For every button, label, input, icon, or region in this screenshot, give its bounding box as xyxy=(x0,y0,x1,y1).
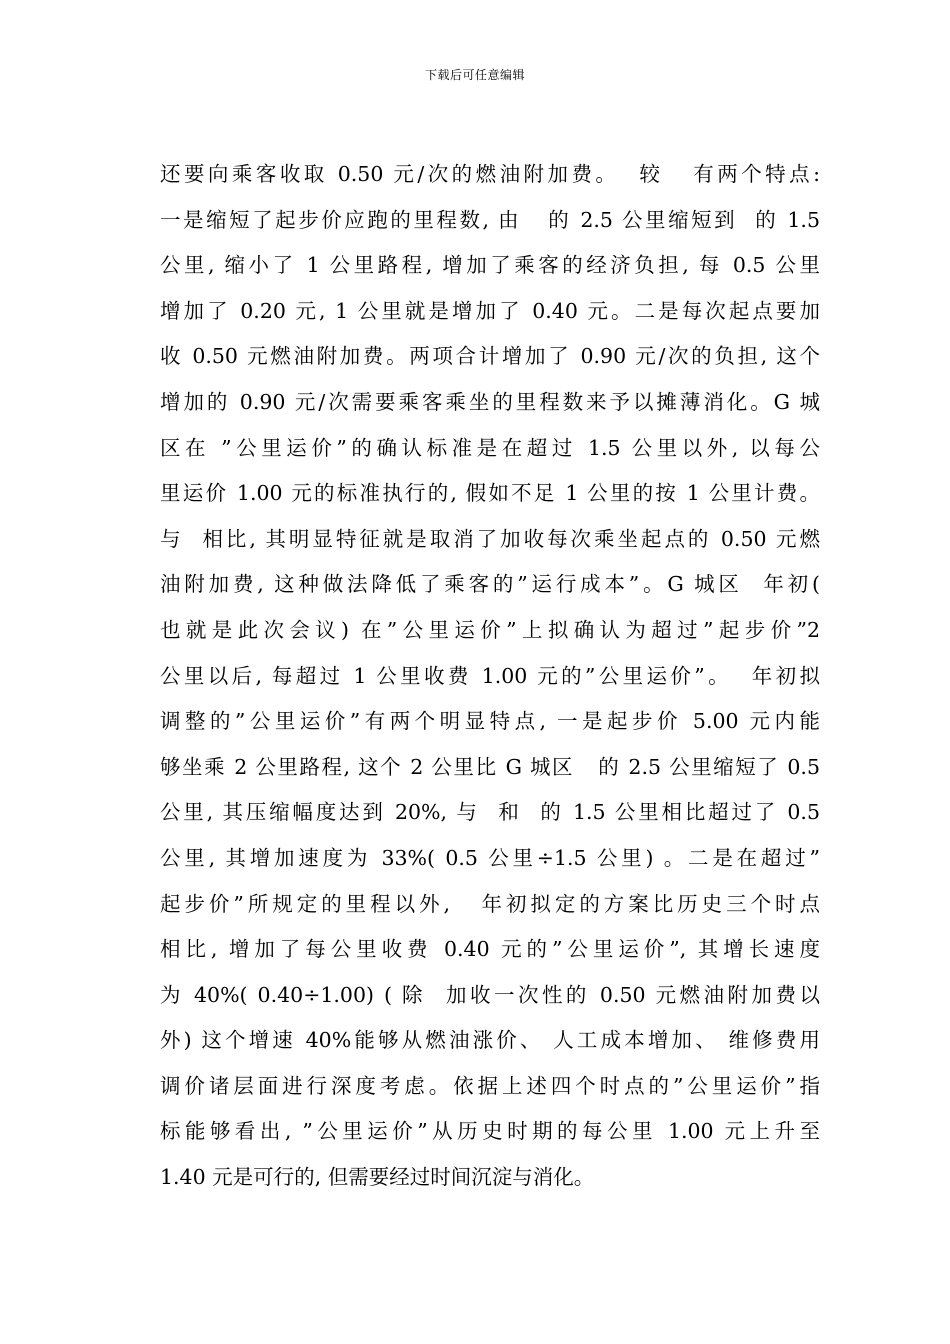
text-line: 标能够看出, ”公里运价”从历史时期的每公里 1.00 元上升至 xyxy=(160,1119,820,1144)
text-line: 调整的”公里运价”有两个明显特点, 一是起步价 5.00 元内能 xyxy=(160,709,820,734)
text-line: 为 40%( 0.40÷1.00) ( 除 加收一次性的 0.50 元燃油附加费以 xyxy=(160,982,820,1007)
text-line: 调价诸层面进行深度考虑。依据上述四个时点的”公里运价”指 xyxy=(160,1073,820,1098)
document-body xyxy=(160,152,820,1201)
text-line: 一是缩短了起步价应跑的里程数, 由 的 2.5 公里缩短到 的 1.5 xyxy=(160,207,820,232)
text-line-last: 1.40 元是可行的, 但需要经过时间沉淀与消化。 xyxy=(160,1165,595,1190)
text-line: 公里, 缩小了 1 公里路程, 增加了乘客的经济负担, 每 0.5 公里 xyxy=(160,253,820,278)
text-line: 收 0.50 元燃油附加费。两项合计增加了 0.90 元/次的负担, 这个 xyxy=(160,344,820,369)
text-line: 增加了 0.20 元, 1 公里就是增加了 0.40 元。二是每次起点要加 xyxy=(160,298,820,323)
text-line: 也就是此次会议) 在”公里运价”上拟确认为超过”起步价”2 xyxy=(160,617,820,642)
page-header: 下载后可任意编辑 xyxy=(424,68,525,82)
text-line: 还要向乘客收取 0.50 元/次的燃油附加费。 较 有两个特点: xyxy=(160,162,820,186)
text-line: 公里, 其增加速度为 33%( 0.5 公里÷1.5 公里) 。二是在超过” xyxy=(160,845,820,870)
text-line: 够坐乘 2 公里路程, 这个 2 公里比 G 城区 的 2.5 公里缩短了 0.5 xyxy=(160,754,820,779)
text-line: 相比, 增加了每公里收费 0.40 元的”公里运价”, 其增长速度 xyxy=(160,937,820,962)
text-line: 外) 这个增速 40%能够从燃油涨价、 人工成本增加、 维修费用 xyxy=(160,1028,820,1053)
text-line: 公里, 其压缩幅度达到 20%, 与 和 的 1.5 公里相比超过了 0.5 xyxy=(160,800,820,825)
text-line: 油附加费, 这种做法降低了乘客的”运行成本”。G 城区 年初( xyxy=(160,572,820,597)
text-line: 公里以后, 每超过 1 公里收费 1.00 元的”公里运价”。 年初拟 xyxy=(160,663,820,688)
text-line: 增加的 0.90 元/次需要乘客乘坐的里程数来予以摊薄消化。G 城 xyxy=(160,389,820,414)
text-line: 里运价 1.00 元的标准执行的, 假如不足 1 公里的按 1 公里计费。 xyxy=(160,481,820,506)
text-line: 起步价”所规定的里程以外, 年初拟定的方案比历史三个时点 xyxy=(160,891,820,916)
text-line: 与 相比, 其明显特征就是取消了加收每次乘坐起点的 0.50 元燃 xyxy=(160,526,820,551)
text-line: 区在 ”公里运价”的确认标准是在超过 1.5 公里以外, 以每公 xyxy=(160,435,820,460)
